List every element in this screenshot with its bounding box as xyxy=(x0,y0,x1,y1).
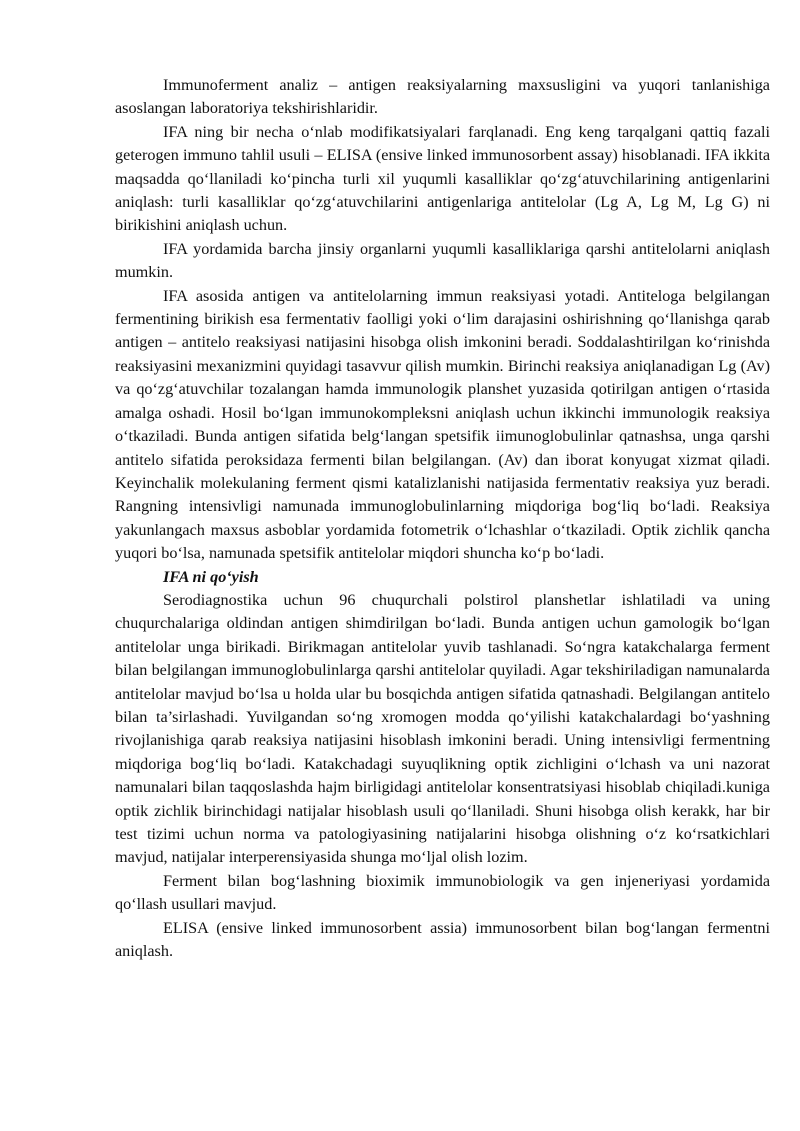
paragraph-ifa-modifications: IFA ning bir necha o‘nlab modifikatsiyalari farqlanadi. Eng keng tarqalgani qattiq fazali geterogen immuno tahlil usuli – ELISA (ensive linked immunosorbent assay) hisoblanadi. IFA ikkita maqsadda qo‘llaniladi ko‘pincha turli xil yuqumli kasalliklar qo‘zg‘atuvchilarining antigenlarini aniqlash: turli kasalliklar qo‘zg‘atuvchilarini antigenlariga antitelolar (Lg A, Lg M, Lg G) ni birikishini aniqlash uchun. xyxy=(115,122,770,235)
paragraph-elisa: ELISA (ensive linked immunosorbent assia) immunosorbent bilan bog‘langan fermentni aniqlash. xyxy=(115,918,770,961)
section-heading: IFA ni qo‘yish xyxy=(163,567,259,586)
paragraph-ifa-definition: Immunoferment analiz – antigen reaksiyalarning maxsusligini va yuqori tanlanishiga asoslangan laboratoriya tekshirishlaridir. xyxy=(115,76,770,118)
document-page xyxy=(115,74,770,963)
paragraph-ifa-mechanism: IFA asosida antigen va antitelolarning immun reaksiyasi yotadi. Antiteloga belgilangan fermentining birikish esa fermentativ faolligi yoki o‘lim darajasini oshirishning qo‘llanishga qarab antigen – antitelo reaksiyasi natijasini hisobga olish imkonini beradi. Soddalashtirilgan ko‘rinishda reaksiyasini mexanizmini quyidagi tasavvur qilish mumkin. Birinchi reaksiya aniqlanadigan Lg (Av) va qo‘zg‘atuvchilar tozalangan hamda immunologik planshet yuzasida qotirilgan antigen o‘rtasida amalga oshadi. Hosil bo‘lgan immunokompleksni aniqlash uchun ikkinchi immunologik reaksiya o‘tkaziladi. Bunda antigen sifatida belg‘langan spetsifik iimunoglobulinlar qatnashsa, unga qarshi antitelo sifatida peroksidaza fermenti bilan belgilangan. (Av) dan iborat konyugat xizmat qiladi. Keyinchalik molekulaning ferment qismi katalizlanishi natijasida fermentativ reaksiya yuz beradi. Rangning intensivligi namunada immunoglobulinlarning miqdoriga bog‘liq bo‘ladi. Reaksiya yakunlangach maxsus asboblar yordamida fotometrik o‘lchashlar o‘tkaziladi. Optik zichlik qancha yuqori bo‘lsa, namunada spetsifik antitelolar miqdori shuncha ko‘p bo‘ladi. xyxy=(115,286,770,563)
paragraph-ifa-genital-infections: IFA yordamida barcha jinsiy organlarni yuqumli kasalliklariga qarshi antitelolarni aniqlash mumkin. xyxy=(115,239,770,282)
paragraph-ferment-binding: Ferment bilan bog‘lashning bioximik immunobiologik va gen injeneriyasi yordamida qo‘llash usullari mavjud. xyxy=(115,871,770,914)
paragraph-serodiagnostics: Serodiagnostika uchun 96 chuqurchali polstirol planshetlar ishlatiladi va uning chuqurchalariga oldindan antigen shimdirilgan bo‘ladi. Bunda antigen uchun gamologik bo‘lgan antitelolar unga birikadi. Birikmagan antitelolar yuvib tashlanadi. So‘ngra katakchalarga ferment bilan belgilangan immunoglobulinlarga qarshi antitelolar quyiladi. Agar tekshiriladigan namunalarda antitelolar mavjud bo‘lsa u holda ular bu bosqichda antigen sifatida qatnashadi. Belgilangan antitelo bilan ta’sirlashadi. Yuvilgandan so‘ng xromogen modda qo‘yilishi katakchalardagi bo‘yashning rivojlanishiga qarab reaksiya natijasini hisoblash imkonini beradi. Uning intensivligi fermentning miqdoriga bog‘liq bo‘ladi. Katakchadagi suyuqlikning optik zichligini o‘lchash va uni nazorat namunalari bilan taqqoslashda hajm birligidagi antitelolar konsentratsiyasi hisoblab chiqiladi.kuniga optik zichlik birinchidagi natijalar hisoblash usuli qo‘llaniladi. Shuni hisobga olish kerakk, har bir test tizimi uchun norma va patologiyasining natijalarini hisobga olishning o‘z ko‘rsatkichlari mavjud, natijalar interperensiyasida shunga mo‘ljal olish lozim. xyxy=(115,590,770,867)
